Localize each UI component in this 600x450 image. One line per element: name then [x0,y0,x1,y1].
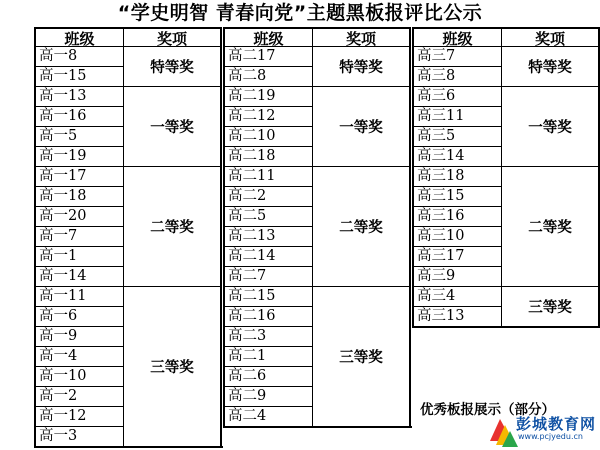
watermark-name: 彭城教育网 [516,415,597,433]
class-cell: 高二13 [223,227,313,247]
award-label: 二等奖 [313,167,411,287]
class-cell: 高二7 [223,267,313,287]
table-bottom-border [223,426,412,428]
header-award: 奖项 [502,27,600,47]
class-cell: 高二16 [223,307,313,327]
class-cell: 高一16 [34,107,124,127]
class-cell: 高一4 [34,347,124,367]
class-cell: 高一7 [34,227,124,247]
award-label: 三等奖 [502,287,600,327]
showcase-caption: 优秀板报展示（部分） [420,402,555,418]
class-cell: 高三10 [412,227,502,247]
page-title: “学史明智 青春向党”主题黑板报评比公示 [117,2,483,24]
header-award: 奖项 [124,27,222,47]
class-cell: 高一5 [34,127,124,147]
class-cell: 高二5 [223,207,313,227]
header-class: 班级 [34,27,124,47]
award-label: 二等奖 [124,167,222,287]
class-cell: 高二1 [223,347,313,367]
class-cell: 高三15 [412,187,502,207]
award-label: 二等奖 [502,167,600,287]
class-cell: 高一12 [34,407,124,427]
class-cell: 高二8 [223,67,313,87]
table-bottom-border [34,446,223,448]
class-cell: 高三5 [412,127,502,147]
award-label: 一等奖 [124,87,222,167]
award-label: 特等奖 [502,47,600,87]
class-cell: 高一15 [34,67,124,87]
class-cell: 高三7 [412,47,502,67]
class-cell: 高三6 [412,87,502,107]
class-cell: 高一17 [34,167,124,187]
class-cell: 高三18 [412,167,502,187]
class-cell: 高三4 [412,287,502,307]
class-cell: 高三9 [412,267,502,287]
table-bottom-border [412,326,600,328]
class-cell: 高二12 [223,107,313,127]
class-cell: 高二6 [223,367,313,387]
header-award: 奖项 [313,27,411,47]
header-class: 班级 [412,27,502,47]
class-cell: 高一10 [34,367,124,387]
class-cell: 高三17 [412,247,502,267]
class-cell: 高二14 [223,247,313,267]
class-cell: 高二19 [223,87,313,107]
class-cell: 高二15 [223,287,313,307]
award-label: 三等奖 [124,287,222,447]
class-cell: 高一11 [34,287,124,307]
class-cell: 高二18 [223,147,313,167]
class-cell: 高一19 [34,147,124,167]
award-label: 特等奖 [313,47,411,87]
class-cell: 高二3 [223,327,313,347]
class-cell: 高一9 [34,327,124,347]
class-cell: 高二2 [223,187,313,207]
class-cell: 高三11 [412,107,502,127]
class-cell: 高二4 [223,407,313,427]
class-cell: 高一20 [34,207,124,227]
award-label: 三等奖 [313,287,411,427]
class-cell: 高一13 [34,87,124,107]
class-cell: 高一3 [34,427,124,447]
class-cell: 高一6 [34,307,124,327]
class-cell: 高三16 [412,207,502,227]
class-cell: 高一2 [34,387,124,407]
watermark-url: www.pcjyedu.cn [518,432,583,441]
award-label: 一等奖 [502,87,600,167]
award-label: 特等奖 [124,47,222,87]
class-cell: 高二17 [223,47,313,67]
class-cell: 高三14 [412,147,502,167]
class-cell: 高一18 [34,187,124,207]
class-cell: 高二9 [223,387,313,407]
class-cell: 高一1 [34,247,124,267]
class-cell: 高二11 [223,167,313,187]
class-cell: 高一8 [34,47,124,67]
class-cell: 高三8 [412,67,502,87]
header-class: 班级 [223,27,313,47]
class-cell: 高三13 [412,307,502,327]
class-cell: 高二10 [223,127,313,147]
award-label: 一等奖 [313,87,411,167]
class-cell: 高一14 [34,267,124,287]
